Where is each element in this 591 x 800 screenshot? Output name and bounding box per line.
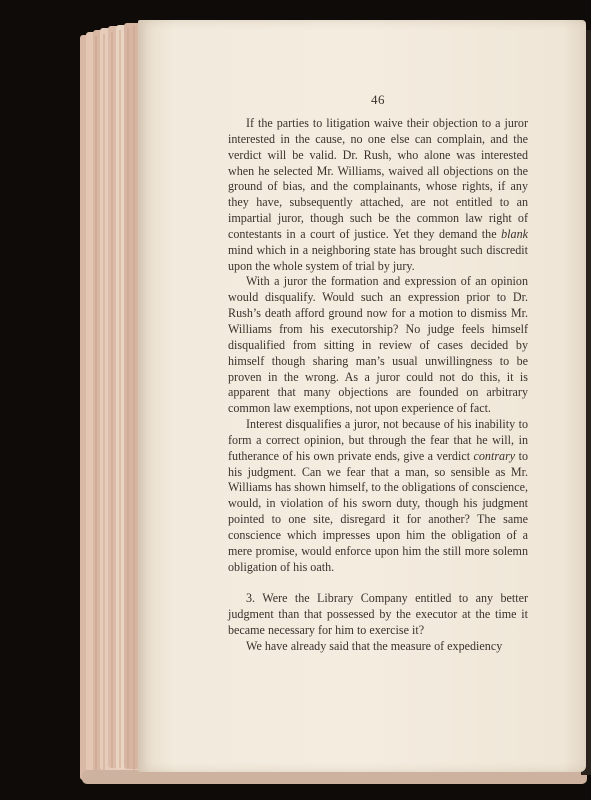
paragraph-3-text-a: Interest disqualifies a juror, not because of his inability to form a correct opinion, but through the fear that he will, in futherance of his own private ends, give a verdict <box>228 417 528 463</box>
page-number: 46 <box>371 92 385 107</box>
page-text <box>228 92 528 655</box>
paragraph-3-emphasis: contrary <box>473 448 516 463</box>
paragraph-1-text-a: If the parties to litigation waive their objection to a juror interested in the cause, no one else can complain, and the verdict will be valid. Dr. Rush, who alone was interested when he selected Mr. Williams, waived all objections on the ground of bias, and the complainants, whose rights, if any they have, subsequently attached, are not entitled to an impartial juror, though such be the common law right of contestants in a court of justice. Yet they demand the <box>228 116 528 241</box>
paragraph-1 <box>228 116 528 274</box>
paragraph-1-text-b: mind which in a neighboring state has brought such discredit upon the whole system of trial by jury. <box>228 242 528 273</box>
paragraph-3 <box>228 417 528 575</box>
paragraph-1-emphasis: blank <box>501 226 528 241</box>
paragraph-2: With a juror the formation and expression of an opinion would disqualify. Would such an expression prior to Dr. Rush’s death afford ground now for a motion to dismiss Mr. Williams from his executorship? No judge feels himself disqualified from sitting in review of cases decided by himself though sharing man’s usual unwillingness to be proven in the wrong. As a juror could not do this, it is apparent that many objections are founded on arbitrary common law exemptions, not upon experience of fact. <box>228 274 528 416</box>
paragraph-5: We have already said that the measure of expediency <box>246 639 503 653</box>
paragraph-spacer <box>228 575 528 591</box>
paragraph-4: 3. Were the Library Company entitled to any better judgment than that possessed by the executor at the time it became necessary for him to exercise it? <box>228 591 528 638</box>
paragraph-3-text-b: to his judgment. Can we fear that a man, so sensible as Mr. Williams has shown himself, to the obligations of conscience, would, in violation of his sworn duty, though his judgment pointed to one site, disregard it for another? The same conscience which impresses upon him the obligation of a mere promise, would enforce upon him the still more solemn obligation of his oath. <box>228 448 528 574</box>
